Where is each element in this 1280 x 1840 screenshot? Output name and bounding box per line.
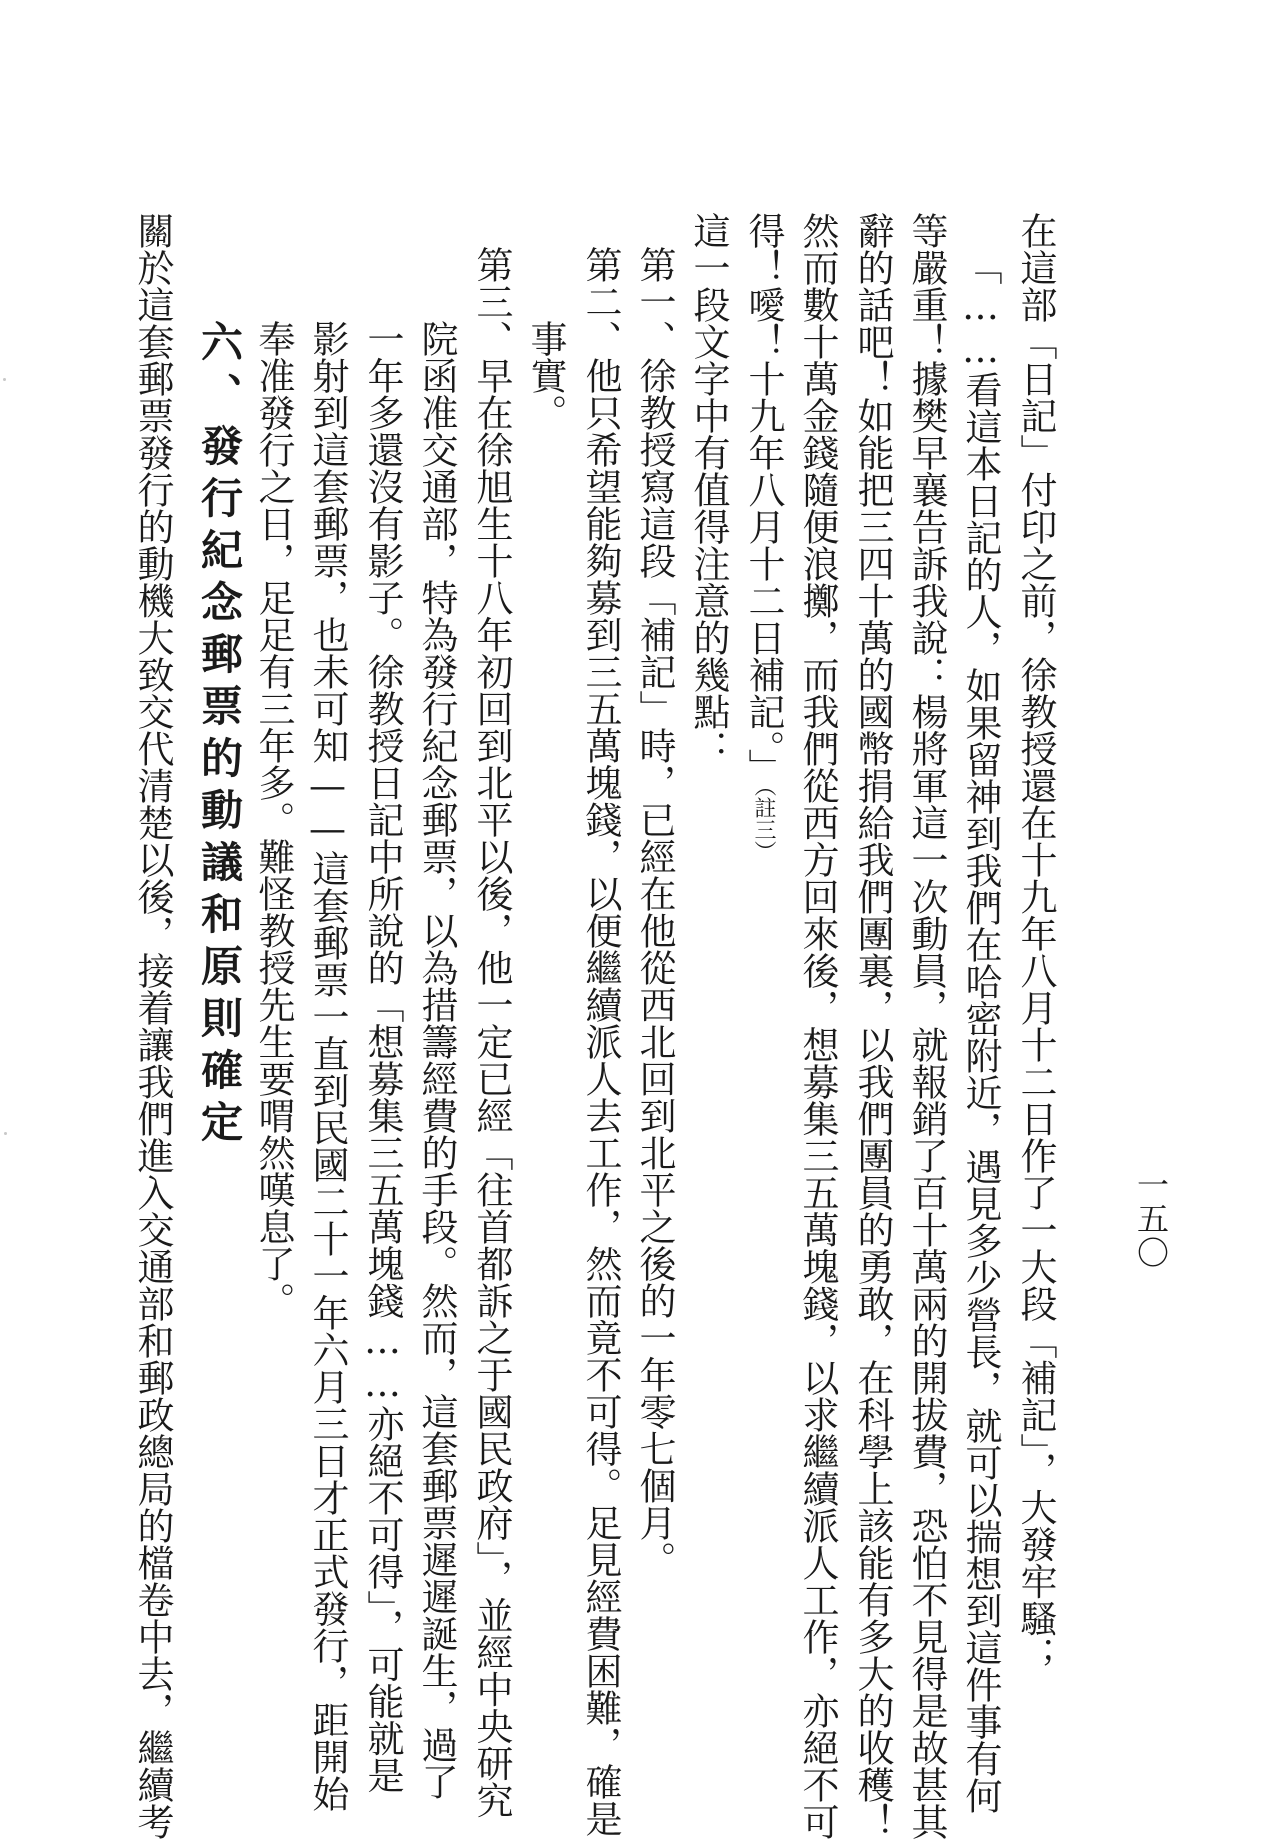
text-column-5: 然而數十萬金錢隨便浪擲，而我們從西方回來後，想募集三五萬塊錢，以求繼續派人工作，亦絕不可 [796, 212, 839, 1840]
text-column-15: 奉准發行之日，足足有三年多。難怪教授先生要喟然嘆息了。 [252, 320, 295, 1319]
text-column-8: 第一、徐教授寫這段「補記」時，已經在他從西北回到北平之後的一年零七個月。 [633, 246, 676, 1578]
text-column-16: 關於這套郵票發行的動機大致交代清楚以後，接着讓我們進入交通部和郵政總局的檔卷中去，繼續考 [131, 212, 174, 1840]
text-column-6 [743, 212, 783, 863]
text-column-9: 第二、他只希望能夠募到三五萬塊錢，以便繼續派人去工作，然而竟不可得。足見經費困難，確是 [579, 246, 622, 1837]
text-column-11: 第三、早在徐旭生十八年初回到北平以後，他一定已經「往首都訴之于國民政府」，並經中央研究 [470, 246, 513, 1819]
text-column-4: 辭的話吧！如能把三四十萬的國幣捐給我們團裏，以我們團員的勇敢，在科學上該能有多大的收穫！ [851, 212, 894, 1840]
text-column-6-body: 得！噯！十九年八月十二日補記。」 [742, 212, 785, 786]
text-column-14: 影射到這套郵票，也未可知——這套郵票一直到民國二十一年六月三日才正式發行，距開始 [306, 320, 349, 1812]
text-column-2: 「……看這本日記的人，如果留神到我們在哈密附近，遇見多少營長，就可以揣想到這件事有何 [959, 248, 1002, 1814]
text-column-3: 等嚴重！據樊早襄告訴我說：楊將軍這一次動員，就報銷了百十萬兩的開拔費，恐怕不見得是故甚其 [905, 212, 948, 1840]
text-column-12: 院函准交通部，特為發行紀念郵票，以為措籌經費的手段。然而，這套郵票遲遲誕生，過了 [415, 320, 458, 1800]
scan-speck [4, 1132, 7, 1135]
text-column-10: 事實。 [524, 320, 567, 431]
text-column-13: 一年多還沒有影子。徐教授日記中所說的「想募集三五萬塊錢……亦絕不可得」，可能就是 [361, 320, 404, 1794]
text-column-1: 在這部「日記」付印之前，徐教授還在十九年八月十二日作了一大段「補記」，大發牢騷； [1014, 212, 1057, 1674]
scan-speck [3, 378, 6, 381]
footnote-marker: （註三） [751, 785, 776, 863]
page-number: 一五〇 [1132, 1168, 1170, 1270]
text-column-7: 這一段文字中有值得注意的幾點： [687, 212, 730, 767]
section-heading: 六、發行紀念郵票的動議和原則確定 [195, 320, 244, 1152]
